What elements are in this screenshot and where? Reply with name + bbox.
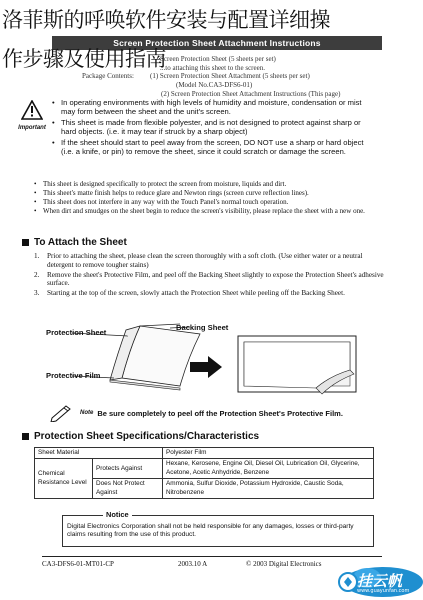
footer-date: 2003.10 A	[178, 560, 208, 568]
notice-box	[62, 510, 374, 547]
notice-title: Notice	[103, 511, 132, 519]
note-row	[50, 404, 380, 422]
step-text: Prior to attaching the sheet, please clean the screen thoroughly with a soft cloth. (Use either water or a neutral detergent to remove tougher stains)	[47, 252, 363, 269]
attach-steps	[34, 252, 384, 299]
footer-code: CA3-DFS6-01-MT01-CP	[42, 560, 114, 568]
label-backing-sheet: Backing Sheet	[176, 323, 229, 332]
step-text: Remove the sheet's Protective Film, and peel off the Backing Sheet slightly to expose the Protection Sheet's adhesive surface.	[47, 270, 384, 288]
step-text: Starting at the top of the screen, slowly attach the Protection Sheet while peeling off the Backing Sheet.	[47, 289, 345, 298]
important-list	[52, 98, 372, 157]
note-text: Be sure completely to peel off the Protection Sheet's Protective Film.	[97, 408, 343, 418]
square-bullet-icon	[22, 433, 29, 440]
attach-step	[34, 271, 384, 289]
table-cell: Protects Against	[93, 459, 163, 479]
note-label: Note	[80, 410, 94, 416]
package-item-1: (1) Screen Protection Sheet Attachment (5 sheets per set)	[150, 72, 310, 80]
table-cell: Polyester Film	[163, 448, 374, 459]
overlay-title-line-1: 洛菲斯的呼唤软件安装与配置详细操	[2, 8, 330, 32]
table-cell: Ammonia, Sulfur Dioxide, Potassium Hydroxide, Caustic Soda, Nitrobenzene	[163, 479, 374, 499]
attach-step	[34, 289, 384, 298]
info-bullet: • When dirt and smudges on the sheet begin to reduce the screen's visibility, please replace the sheet with a new one.	[34, 207, 384, 216]
info-bullet: • This sheet does not interfere in any way with the Touch Panel's normal touch operation.	[34, 198, 384, 207]
spec-heading-text: Protection Sheet Specifications/Characteristics	[34, 431, 260, 442]
overlay-title-line-2: 作步骤及使用指南	[2, 47, 166, 71]
header-line-2: ...to attaching this sheet to the screen.	[160, 64, 265, 72]
screen-illustration	[238, 336, 356, 394]
spec-heading	[22, 431, 259, 442]
step-number: 1.	[34, 252, 40, 260]
label-protective-film: Protective Film	[46, 371, 101, 380]
table-cell: Sheet Material	[35, 448, 163, 459]
footer-copyright: © 2003 Digital Electronics	[246, 560, 322, 568]
attach-heading-text: To Attach the Sheet	[34, 237, 127, 248]
important-item: • This sheet is made from flexible polyester, and is not designed to protect against sharp or hard objects. (i.e. it may tear if struck by a sharp object)	[52, 118, 372, 137]
notice-text: Digital Electronics Corporation shall not be held responsible for any damages, losses or third-party claims resulting from the use of this product.	[67, 523, 354, 538]
label-protection-sheet: Protection Sheet	[46, 328, 107, 337]
info-bullet: • This sheet's matte finish helps to reduce glare and Newton rings (screen curve reflection lines).	[34, 189, 384, 198]
important-block	[12, 100, 52, 131]
document-banner: Screen Protection Sheet Attachment Instructions	[52, 36, 382, 50]
important-item: • In operating environments with high levels of humidity and moisture, condensation or mist may form between the sheet and the unit's screen.	[52, 98, 372, 117]
model-number: (Model No.CA3-DFS6-01)	[176, 81, 253, 89]
watermark-text: 挂云帆	[357, 572, 403, 590]
table-cell: Does Not Protect Against	[93, 479, 163, 499]
watermark-url: www.guayunfan.com	[357, 588, 410, 594]
step-number: 3.	[34, 289, 40, 298]
pencil-note-icon	[50, 404, 76, 422]
step-number: 2.	[34, 270, 40, 279]
package-contents-label: Package Contents:	[82, 72, 134, 80]
important-label: Important	[18, 125, 46, 131]
arrow-right-icon	[190, 356, 222, 378]
spec-table	[34, 447, 374, 499]
package-item-2: (2) Screen Protection Sheet Attachment Instructions (This page)	[161, 90, 341, 98]
info-bullet-list	[34, 180, 384, 216]
attach-heading	[22, 237, 127, 248]
footer-divider	[42, 556, 382, 557]
table-cell: Hexane, Kerosene, Engine Oil, Diesel Oil, Lubrication Oil, Glycerine, Acetone, Acetic Anhydride, Benzene	[163, 459, 374, 479]
table-cell: Chemical Resistance Level	[35, 459, 93, 499]
info-bullet: • This sheet is designed specifically to protect the screen from moisture, liquids and dirt.	[34, 180, 384, 189]
table-row	[35, 448, 374, 459]
important-item: • If the sheet should start to peel away from the screen, DO NOT use a sharp or hard object (i.e. a knife, or pin) to remove the sheet, since it could scratch or damage the screen.	[52, 138, 372, 157]
warning-icon	[21, 100, 43, 120]
attach-step	[34, 252, 384, 270]
header-line-1: Screen Protection Sheet (5 sheets per set)	[160, 55, 276, 63]
square-bullet-icon	[22, 239, 29, 246]
table-row	[35, 459, 374, 479]
